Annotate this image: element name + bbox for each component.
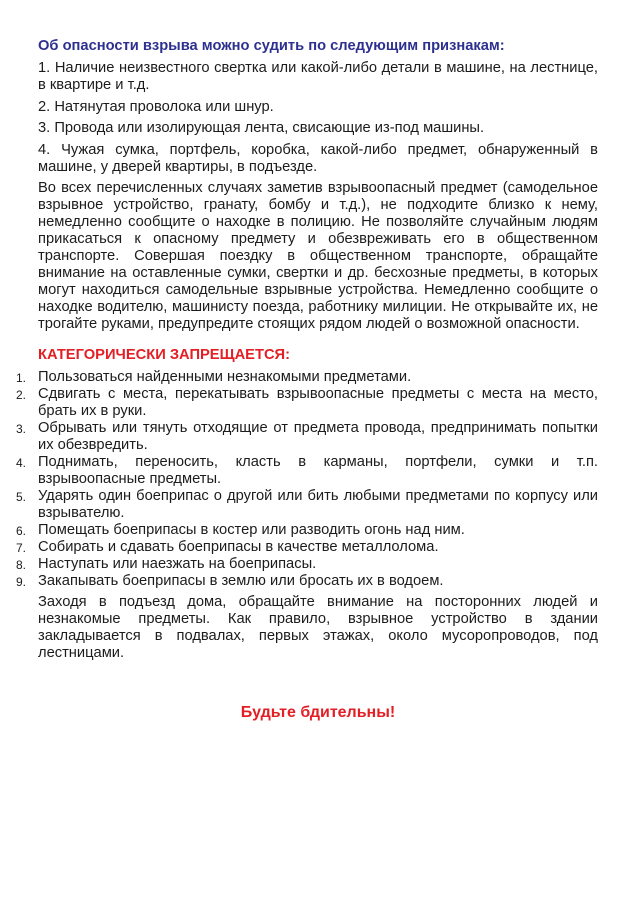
item-text: Пользоваться найденными незнакомыми предметами.: [38, 369, 412, 385]
intro-item: 3. Провода или изолирующая лента, свисающие из-под машины.: [38, 120, 485, 136]
item-number: 8.: [16, 558, 27, 572]
prohibited-item: [16, 420, 598, 454]
item-number: 2.: [16, 388, 27, 402]
slogan-text: Будьте бдительны!: [240, 704, 396, 721]
prohibited-item: [16, 454, 598, 488]
item-number: 3.: [16, 422, 27, 436]
item-text: Сдвигать с места, перекатывать взрывоопасные предметы с места на место, брать их в руки.: [38, 386, 598, 419]
item-text: Собирать и сдавать боеприпасы в качестве металлолома.: [38, 539, 439, 555]
prohibited-item: [16, 386, 598, 420]
prohibited-heading: КАТЕГОРИЧЕСКИ ЗАПРЕЩАЕТСЯ:: [38, 347, 291, 363]
prohibited-item: [16, 488, 598, 522]
prohibited-item: [16, 539, 598, 556]
intro-item: 2. Натянутая проволока или шнур.: [38, 98, 274, 115]
item-text: Поднимать, переносить, класть в карманы, портфели, сумки и т.п. взрывоопасные предметы.: [38, 454, 598, 487]
prohibited-list: [16, 369, 598, 590]
intro-item: 4. Чужая сумка, портфель, коробка, какой-либо предмет, обнаруженный в машине, у дверей квартиры, в подъезде.: [38, 141, 598, 175]
item-text: Ударять один боеприпас о другой или бить любыми предметами по корпусу или взрывателю.: [38, 488, 598, 521]
item-text: Закапывать боеприпасы в землю или бросать их в водоем.: [38, 573, 444, 589]
item-text: Наступать или наезжать на боеприпасы.: [38, 556, 317, 572]
item-number: 7.: [16, 541, 27, 555]
item-number: 4.: [16, 456, 27, 470]
closing-paragraph: Заходя в подъезд дома, обращайте внимание на посторонних людей и незнакомые предметы. Как правило, взрывное устройство в здании закладывается в подвалах, первых этажах, около мусоропроводов, под лестницами.: [38, 594, 598, 661]
intro-item: 1. Наличие неизвестного свертка или какой-либо детали в машине, на лестнице, в квартире и т.д.: [38, 60, 598, 93]
intro-items: [38, 60, 598, 176]
item-text: Обрывать или тянуть отходящие от предмета провода, предпринимать попытки их обезвредить.: [38, 420, 598, 453]
item-text: Помещать боеприпасы в костер или разводить огонь над ним.: [38, 522, 465, 538]
prohibited-item: [16, 369, 598, 386]
prohibited-item: [16, 522, 598, 539]
intro-paragraph: Во всех перечисленных случаях заметив взрывоопасный предмет (самодельное взрывное устройство, гранату, бомбу и т.д.), не подходите близко к нему, немедленно сообщите о находке в полицию. Не позволяйте случайным людям прикасаться к опасному предмету и обезвреживать его в общественном транспорте. Совершая поездку в общественном транспорте, обращайте внимание на оставленные сумки, свертки и др. бесхозные предметы, в которых могут находиться самодельные взрывные устройства. Немедленно сообщите о находке водителю, машинисту поезда, работнику милиции. Не открывайте их, не трогайте руками, предупредите стоящих рядом людей о возможной опасности.: [38, 180, 598, 332]
intro-heading: Об опасности взрыва можно судить по следующим признакам:: [38, 38, 505, 54]
item-number: 9.: [16, 575, 27, 589]
item-number: 5.: [16, 490, 27, 504]
prohibited-item: [16, 556, 598, 573]
item-number: 6.: [16, 524, 27, 538]
item-number: 1.: [16, 371, 27, 385]
prohibited-item: [16, 573, 598, 590]
